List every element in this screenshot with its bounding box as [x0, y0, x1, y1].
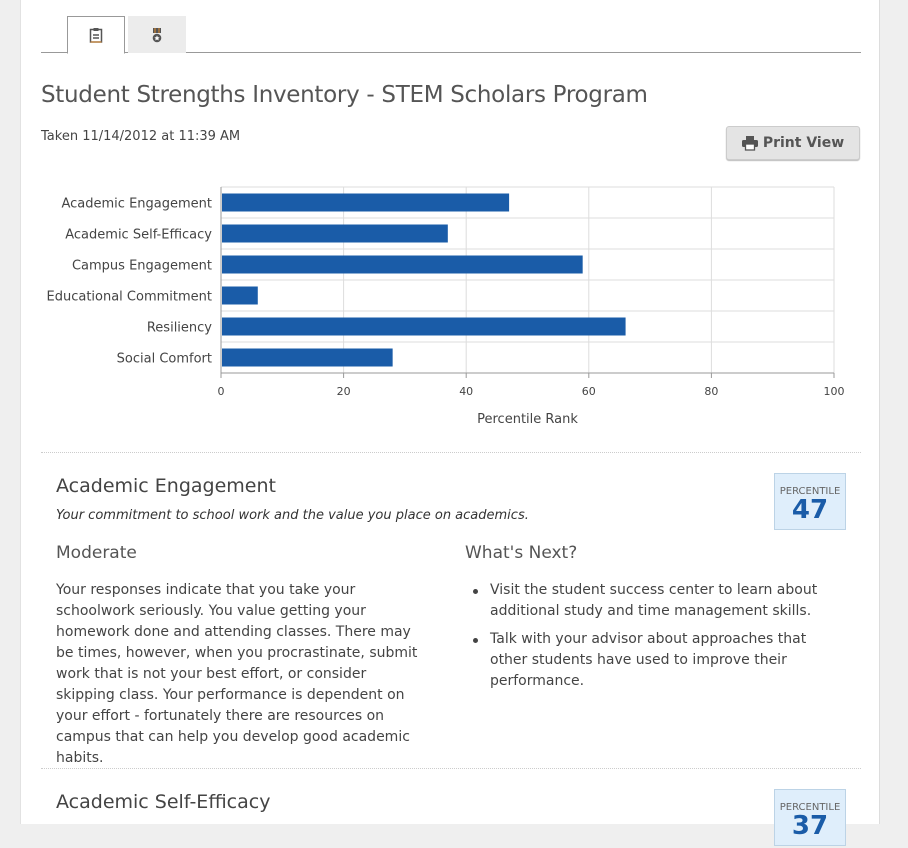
- category-label: Educational Commitment: [46, 289, 212, 305]
- clipboard-icon: [89, 27, 103, 43]
- print-view-label: Print View: [762, 135, 845, 151]
- x-tick-label: 80: [704, 385, 719, 398]
- strengths-chart: [21, 180, 845, 440]
- x-tick-label: 20: [336, 385, 351, 398]
- section-body: Your responses indicate that you take your schoolwork seriously. You value getting your homework done and attending classes. There may be times, however, when you procrastinate, submit work that is not your best effort, or consider skipping class. Your performance is dependent on your effort - fortunately there are resources on campus that can help you develop good academic habits.: [56, 582, 418, 766]
- x-axis-label: Percentile Rank: [477, 412, 578, 427]
- percentile-label: PERCENTILE: [779, 802, 841, 813]
- category-label: Academic Self-Efficacy: [65, 227, 212, 243]
- whats-next-heading: What's Next?: [465, 543, 578, 563]
- x-tick-label: 0: [217, 385, 225, 398]
- category-label: Campus Engagement: [71, 258, 212, 274]
- printer-icon: [742, 136, 758, 150]
- list-item: Talk with your advisor about approaches that other students have used to improve their performance.: [490, 629, 840, 692]
- x-tick-label: 100: [823, 385, 845, 398]
- bar: [222, 349, 393, 367]
- main-panel: [20, 0, 880, 841]
- section-title: Academic Self-Efficacy: [56, 791, 271, 813]
- section-title: Academic Engagement: [56, 475, 276, 497]
- percentile-label: PERCENTILE: [779, 486, 841, 497]
- print-view-button[interactable]: [726, 126, 860, 160]
- x-tick-label: 40: [459, 385, 474, 398]
- category-label: Academic Engagement: [61, 196, 212, 212]
- next-steps-list: [490, 580, 840, 699]
- bar: [222, 287, 258, 305]
- section-academic-self-efficacy: [41, 768, 861, 848]
- level-heading: Moderate: [56, 543, 137, 563]
- percentile-badge: [774, 473, 846, 530]
- bar: [222, 318, 626, 336]
- section-description: Your commitment to school work and the value you place on academics.: [56, 508, 529, 523]
- percentile-value: 37: [791, 811, 829, 841]
- tab-achievements[interactable]: [128, 16, 186, 53]
- percentile-badge: [774, 789, 846, 846]
- bar: [222, 225, 448, 243]
- bar: [222, 256, 583, 274]
- section-academic-engagement: [41, 452, 861, 772]
- x-tick-label: 60: [581, 385, 596, 398]
- taken-date: Taken 11/14/2012 at 11:39 AM: [41, 129, 241, 144]
- category-label: Social Comfort: [116, 351, 212, 367]
- list-item: Visit the student success center to learn about additional study and time management skills.: [490, 580, 840, 622]
- page-title: Student Strengths Inventory - STEM Scholars Program: [41, 82, 648, 108]
- tab-results[interactable]: [67, 16, 125, 54]
- tab-bar: [41, 16, 861, 53]
- percentile-value: 47: [791, 495, 829, 525]
- bar: [222, 194, 509, 212]
- medal-icon: [151, 27, 163, 43]
- category-label: Resiliency: [146, 320, 212, 336]
